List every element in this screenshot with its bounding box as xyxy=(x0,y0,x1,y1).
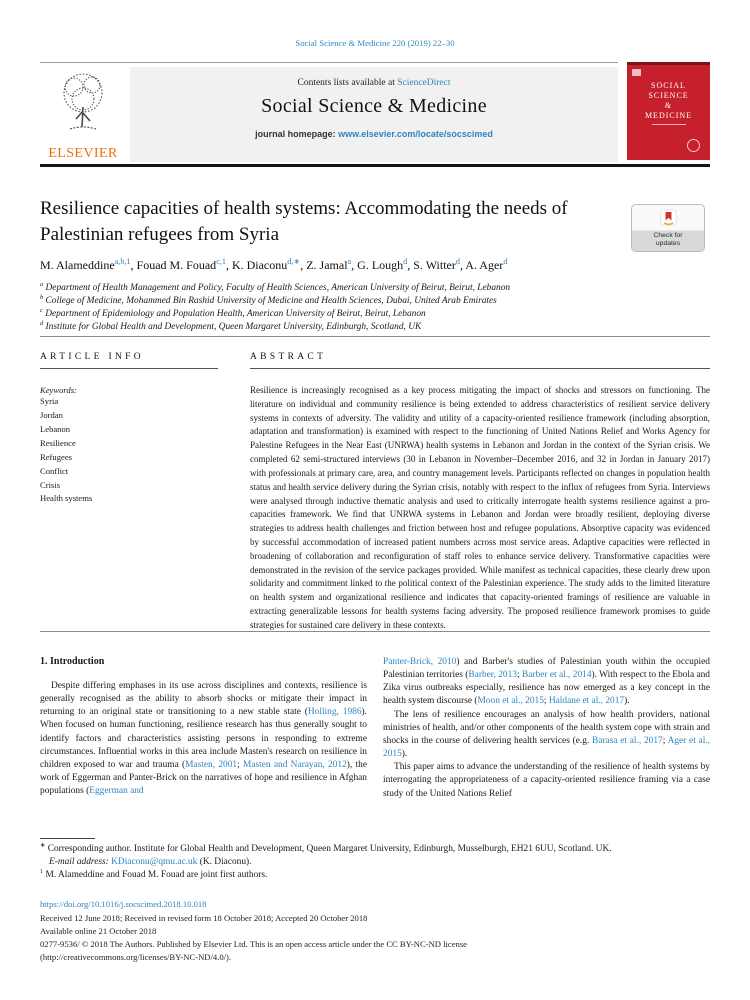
body-right-column xyxy=(383,656,710,801)
inline-link[interactable]: KDiaconu@qmu.ac.uk xyxy=(111,857,198,868)
elsevier-wordmark: ELSEVIER xyxy=(48,146,118,161)
article-info-heading: ARTICLE INFO xyxy=(40,352,144,362)
copyright-line2: (http://creativecommons.org/licenses/BY-NC-ND/4.0/). xyxy=(40,951,232,962)
inline-link[interactable]: Barasa et al., 2017 xyxy=(592,735,663,746)
journal-masthead xyxy=(130,67,618,162)
inline-link[interactable]: Haldane et al., 2017 xyxy=(548,696,625,707)
elsevier-tree-icon xyxy=(52,128,114,145)
cover-title xyxy=(627,81,710,121)
inline-link[interactable]: Panter-Brick, 2010 xyxy=(383,657,457,667)
affiliation-line: $^b$ College of Medicine, Mohammed Bin Rashid University of Medicine and Health Sciences, Dubai, United Arab Emirates xyxy=(40,294,497,307)
homepage-line xyxy=(130,129,618,139)
affiliation-line: $^c$ Department of Epidemiology and Population Health, American University of Beirut, Beirut, Lebanon xyxy=(40,307,426,320)
cover-title-line: SOCIAL xyxy=(651,81,686,90)
contents-prefix: Contents lists available at xyxy=(297,78,398,88)
footnotes xyxy=(40,843,710,882)
inline-link[interactable]: d xyxy=(503,257,508,266)
cover-publisher-mark xyxy=(632,69,641,76)
cover-title-line: & xyxy=(664,101,673,110)
keyword: Lebanon xyxy=(40,423,71,434)
footnote-line: E-mail address: KDiaconu@qmu.ac.uk (K. Diaconu). xyxy=(49,857,252,868)
affiliation-line: $^d$ Institute for Global Health and Development, Queen Margaret University, Edinburgh, Scotland, UK xyxy=(40,320,422,333)
author-list: M. Alameddine$^{a,b,1}$, Fouad M. Fouad$^{c,1}$, K. Diaconu$^{d,∗}$, Z. Jamal$^a$, G. Lough$^d$, S. Witter$^d$, A. Ager$^d$ xyxy=(40,257,508,272)
masthead-black-rule xyxy=(40,164,710,167)
doi-link[interactable]: https://doi.org/10.1016/j.socscimed.2018.10.018 xyxy=(40,899,207,909)
paragraph: Panter-Brick, 2010) and Barber's studies of Palestinian youth within the occupied Palestinian territories (Barber, 2013; Barber et al., 2014). With respect to the Ebola and Zika virus outbreaks especially, resilience has now emerged as a key concept in the health system discourse (Moon et al., 2015; Haldane et al., 2017). xyxy=(383,657,710,707)
abstract-text: Resilience is increasingly recognised as a key process mitigating the impact of shocks and stressors on functioning. The literature on individual and community resilience is being extended to address characteristics of resilient service delivery systems in contexts of adversity. The validity and utility of a capacity-oriented resilience framework (including absorption, adaptation and transformation) is examined with respect to the functioning of United Nations Relief and Works Agency for Palestine Refugees in the Near East (UNRWA) health systems in Lebanon and Jordan in the context of the Syrian crisis. We completed 62 semi-structured interviews (30 in Lebanon in November–December 2016, and 32 in Jordan in January 2017) with professionals at primary care, area, and country management levels. Participants reflected on changes in population health status and health service delivery during the Syrian crisis, notably with respect to the influx of refugees from Syria. Interviews were analysed through inductive thematic analysis and used to critically interrogate health systems resilience against a pro-capacities framework. We find that UNRWA systems in Lebanon and Jordan were broadly resilient, deploying diverse strategies to address health challenges and friction between host and refugee populations. Absorptive capacity was evidenced by successful accommodation of increased patient numbers across most service areas. Adaptive capacities were reflected in broadening of collaboration and reconfiguration of staff roles to enhance service delivery. Transformative capacities were demonstrated in the revision of the service packages provided. While manifest as technical capacities, these clearly drew upon solidarity and commitment linked to the political context of the Palestinian experience. The study adds to the limited literature on health system and organizational resilience and indicates that capacity-oriented framings of resilience are valuable in extracting generalizable lessons for health systems facing adversity. The proposed resilience framework promises to guide strategies for sustained care delivery in these contexts. xyxy=(250,385,710,630)
abstract-heading: ABSTRACT xyxy=(250,352,327,362)
inline-link[interactable]: d xyxy=(455,257,460,266)
inline-link[interactable]: Barber et al., 2014 xyxy=(521,670,592,681)
keywords-label: Keywords: xyxy=(40,385,77,395)
inline-link[interactable]: Eggerman and xyxy=(89,786,144,797)
available-online: Available online 21 October 2018 xyxy=(40,925,157,936)
keyword: Refugees xyxy=(40,451,72,462)
inline-link[interactable]: Holling, 1986 xyxy=(307,707,362,718)
sciencedirect-link[interactable]: ScienceDirect xyxy=(397,78,451,88)
cover-title-line: SCIENCE xyxy=(648,91,689,100)
cover-emblem-icon xyxy=(687,139,700,152)
article-info-rule xyxy=(40,368,218,369)
abstract-rule xyxy=(250,368,710,369)
abstract-section xyxy=(250,352,710,633)
copyright-line1: 0277-9536/ © 2018 The Authors. Published by Elsevier Ltd. This is an open access article under the CC BY-NC-ND license xyxy=(40,939,467,949)
affiliation-line: $^a$ Department of Health Management and Policy, Faculty of Health Sciences, American University of Beirut, Beirut, Lebanon xyxy=(40,280,511,293)
article-title: Resilience capacities of health systems: Accommodating the needs of Palestinian refugees from Syria xyxy=(40,198,568,245)
check-for-updates-label: Check for updates xyxy=(653,232,683,248)
keyword: Conflict xyxy=(40,465,69,476)
article-info-section xyxy=(40,352,240,506)
keyword: Health systems xyxy=(40,493,93,504)
homepage-link[interactable]: www.elsevier.com/locate/socscimed xyxy=(338,129,493,139)
keywords-list xyxy=(40,395,240,506)
footnote-divider xyxy=(40,838,95,839)
inline-link[interactable]: Masten and Narayan, 2012 xyxy=(242,759,347,770)
copyright-notice xyxy=(40,938,710,964)
journal-cover-thumbnail[interactable] xyxy=(627,62,710,160)
inline-link[interactable]: a,b,1 xyxy=(114,257,131,266)
contents-line xyxy=(130,78,618,88)
inline-link[interactable]: c,1 xyxy=(216,257,226,266)
affiliations-divider xyxy=(40,336,710,337)
check-for-updates-badge[interactable] xyxy=(631,204,705,252)
paragraph: The lens of resilience encourages an analysis of how health providers, national ministries of health, and/or other components of the health system cope with strain and shocks in the course of delivering health services (e.g. Barasa et al., 2017; Ager et al., 2015). xyxy=(383,709,711,760)
crossmark-icon xyxy=(660,213,677,230)
keyword: Jordan xyxy=(40,409,63,420)
inline-link[interactable]: Ager et al., 2015 xyxy=(383,735,711,760)
intro-paragraphs-left xyxy=(40,680,367,798)
inline-link[interactable]: Barber, 2013 xyxy=(468,670,517,681)
paragraph: Despite differing emphases in its use across disciplines and contexts, resilience is generally recognised as the ability to absorb shocks or mitigate their impact in returning to an original state or transitioning to a new stable state (Holling, 1986). When focused on human functioning, resilience research has thus generally sought to identify factors and characteristics assisting persons in responding to extreme circumstances. Influential works in this area include Masten's research on resilience in children exposed to war and trauma (Masten, 2001; Masten and Narayan, 2012), the work of Eggerman and Panter-Brick on the narratives of hope and resilience in Afghan populations (Eggerman and xyxy=(40,681,367,797)
inline-link[interactable]: Moon et al., 2015 xyxy=(477,696,544,707)
received-dates: Received 12 June 2018; Received in revised form 18 October 2018; Accepted 20 October 2018 xyxy=(40,913,368,923)
keyword: Syria xyxy=(40,396,59,406)
inline-link[interactable]: d xyxy=(403,257,408,266)
intro-paragraphs-right xyxy=(383,656,710,801)
inline-link[interactable]: a xyxy=(347,257,352,266)
journal-title: Social Science & Medicine xyxy=(261,95,487,117)
cover-rule xyxy=(652,124,686,125)
homepage-prefix: journal homepage: xyxy=(255,129,339,139)
keyword: Resilience xyxy=(40,437,76,448)
article-history xyxy=(40,912,710,938)
top-divider xyxy=(40,62,618,63)
inline-link[interactable]: d,∗ xyxy=(287,257,301,266)
abstract-bottom-divider xyxy=(40,631,710,632)
footnote-line: $^1$ M. Alameddine and Fouad M. Fouad are joint first authors. xyxy=(40,868,268,881)
paragraph: This paper aims to advance the understanding of the resilience of health systems by interrogating the appropriateness of a capacity-oriented resilience framing via a case study of the United Nations Relief xyxy=(383,762,710,799)
keyword: Crisis xyxy=(40,479,61,490)
section-heading-introduction: 1. Introduction xyxy=(40,656,105,667)
body-left-column xyxy=(40,656,367,801)
footnote-line: ∗ Corresponding author. Institute for Global Health and Development, Queen Margaret University, Edinburgh, Musselburgh, EH21 6UU, Scotland. UK. xyxy=(40,841,612,854)
affiliations xyxy=(40,282,700,335)
journal-citation: Social Science & Medicine 220 (2019) 22–30 xyxy=(295,38,455,48)
inline-link[interactable]: Masten, 2001 xyxy=(185,759,238,770)
body-columns xyxy=(40,656,710,801)
cover-title-line: MEDICINE xyxy=(644,111,693,120)
elsevier-logo[interactable] xyxy=(42,69,124,164)
